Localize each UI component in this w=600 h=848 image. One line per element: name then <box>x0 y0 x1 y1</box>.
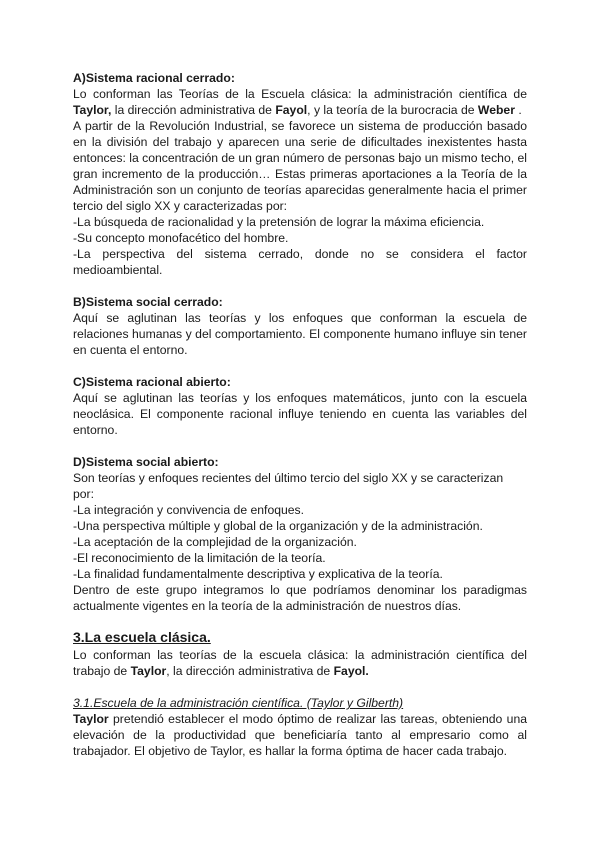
section-a-item: -La búsqueda de racionalidad y la pretensión de lograr la máxima eficiencia. <box>73 215 485 229</box>
section-d-item: -La finalidad fundamentalmente descriptiva y explicativa de la teoría. <box>73 567 443 581</box>
taylor-name: Taylor <box>73 712 109 726</box>
weber-name: Weber <box>477 103 515 117</box>
section-d-intro: Son teorías y enfoques recientes del último tercio del siglo XX y se caracterizan por: <box>73 471 504 501</box>
section-d-item: -El reconocimiento de la limitación de la teoría. <box>73 551 326 565</box>
section-a-intro: Lo conforman las Teorías de la Escuela clásica: la administración científica de Taylor, la dirección administrativa de Fayol, y la teoría de la burocracia de Weber . <box>73 87 527 117</box>
section-a-body: A partir de la Revolución Industrial, se favorece un sistema de producción basado en la división del trabajo y aparecen una serie de dificultades inexistentes hasta entonces: la concentración de un gran número de personas bajo un mismo techo, el gran incremento de la producción… Estas primeras aportaciones a la Teoría de la Administración son un conjunto de teorías aparecidas generalmente hacia el primer tercio del siglo XX y caracterizadas por: <box>73 119 527 213</box>
section-c-body: Aquí se aglutinan las teorías y los enfoques matemáticos, junto con la escuela neoclásica. El componente racional influye teniendo en cuenta las variables del entorno. <box>73 391 527 437</box>
section-a-item: -La perspectiva del sistema cerrado, donde no se considera el factor medioambiental. <box>73 247 527 277</box>
section-c-heading: C)Sistema racional abierto: <box>73 375 231 389</box>
section-d-item: -La integración y convivencia de enfoques. <box>73 503 305 517</box>
section-d-closing: Dentro de este grupo integramos lo que podríamos denominar los paradigmas actualmente vigentes en la teoría de la administración de nuestros días. <box>73 583 527 613</box>
fayol-name: Fayol. <box>333 664 369 678</box>
taylor-name: Taylor <box>130 664 167 678</box>
section-d-item: -La aceptación de la complejidad de la organización. <box>73 535 357 549</box>
section-3-heading: 3.La escuela clásica. <box>73 629 211 645</box>
section-a-heading: A)Sistema racional cerrado: <box>73 71 235 85</box>
section-d-item: -Una perspectiva múltiple y global de la organización y de la administración. <box>73 519 483 533</box>
section-d-heading: D)Sistema social abierto: <box>73 455 219 469</box>
section-3-1-body: Taylor pretendió establecer el modo óptimo de realizar las tareas, obteniendo una elevación de la productividad que beneficiaría tanto al empresario como al trabajador. El objetivo de Taylor, es hallar la forma óptima de hacer cada trabajo. <box>73 712 527 758</box>
section-a-item: -Su concepto monofacético del hombre. <box>73 231 289 245</box>
section-b-body: Aquí se aglutinan las teorías y los enfoques que conforman la escuela de relaciones humanas y del comportamiento. El componente humano influye sin tener en cuenta el entorno. <box>73 311 527 357</box>
section-b-heading: B)Sistema social cerrado: <box>73 295 223 309</box>
section-3-body: Lo conforman las teorías de la escuela clásica: la administración científica del trabajo de Taylor, la dirección administrativa de Fayol. <box>73 648 527 678</box>
fayol-name: Fayol <box>275 103 308 117</box>
section-3-1-heading: 3.1.Escuela de la administración científica. (Taylor y Gilberth) <box>73 696 404 710</box>
taylor-name: Taylor, <box>73 103 112 117</box>
document-page <box>73 70 527 759</box>
